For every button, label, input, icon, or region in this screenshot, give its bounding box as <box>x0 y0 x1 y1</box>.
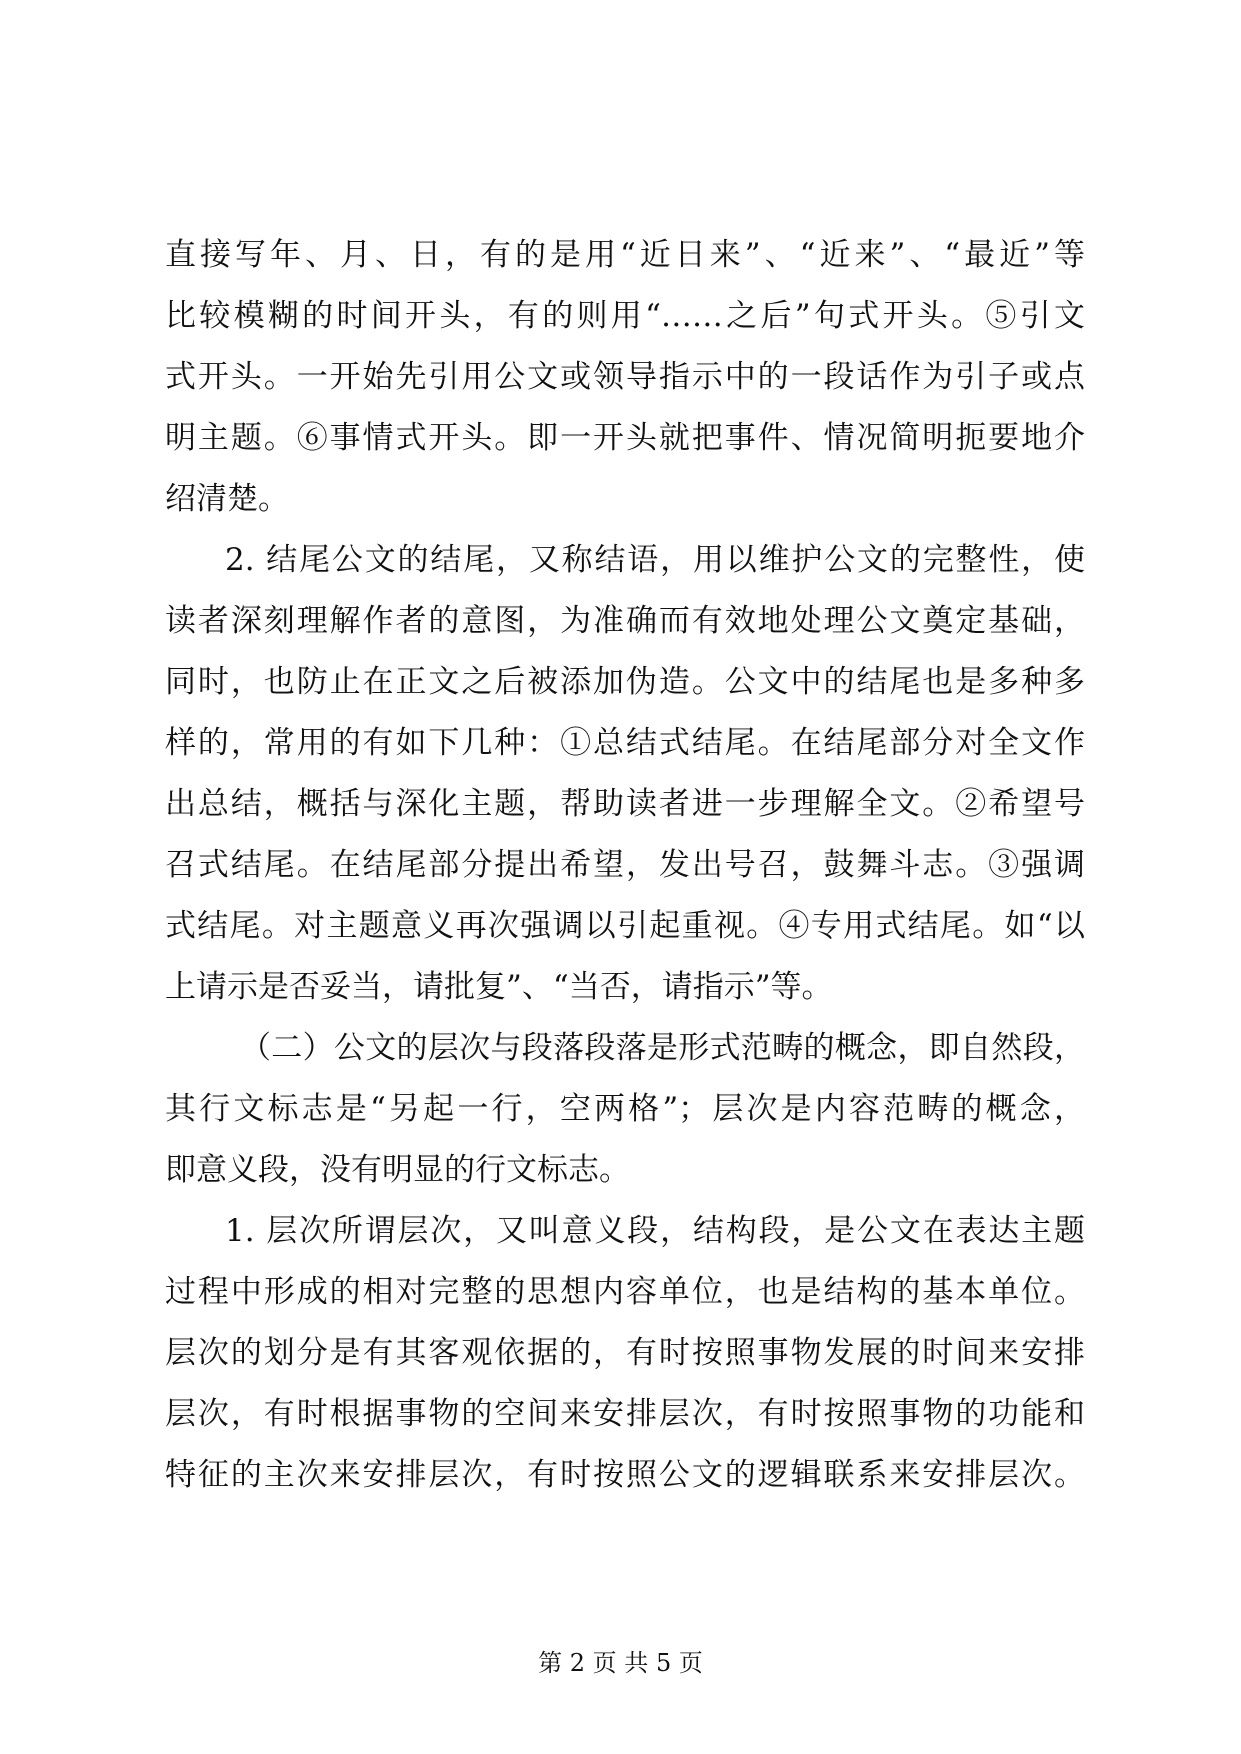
paragraph-first-line: 2. 结尾公文的结尾，又称结语，用以维护公文的完整性，使 <box>225 542 1085 578</box>
text-line: 层次，有时根据事物的空间来安排层次，有时按照事物的功能和 <box>165 1396 1085 1432</box>
text-line: 其行文标志是“另起一行，空两格”；层次是内容范畴的概念， <box>165 1091 1085 1127</box>
text-line: 特征的主次来安排层次，有时按照公文的逻辑联系来安排层次。 <box>165 1457 1085 1493</box>
section-heading-line: （二）公文的层次与段落段落是形式范畴的概念，即自然段， <box>240 1030 1085 1066</box>
text-line: 层次的划分是有其客观依据的，有时按照事物发展的时间来安排 <box>165 1335 1085 1371</box>
text-line: 样的，常用的有如下几种：①总结式结尾。在结尾部分对全文作 <box>165 725 1085 761</box>
text-line: 过程中形成的相对完整的思想内容单位，也是结构的基本单位。 <box>165 1274 1085 1310</box>
document-body <box>165 225 1085 1506</box>
text-line: 即意义段，没有明显的行文标志。 <box>165 1152 630 1188</box>
text-line: 直接写年、月、日，有的是用“近日来”、“近来”、“最近”等 <box>165 237 1085 273</box>
text-line: 出总结，概括与深化主题，帮助读者进一步理解全文。②希望号 <box>165 786 1085 822</box>
text-line: 明主题。⑥事情式开头。即一开头就把事件、情况简明扼要地介 <box>165 420 1085 456</box>
text-line: 式开头。一开始先引用公文或领导指示中的一段话作为引子或点 <box>165 359 1085 395</box>
text-line: 召式结尾。在结尾部分提出希望，发出号召，鼓舞斗志。③强调 <box>165 847 1085 883</box>
page-number-footer: 第 2 页 共 5 页 <box>538 1649 703 1677</box>
paragraph-first-line: 1. 层次所谓层次，又叫意义段，结构段，是公文在表达主题 <box>225 1213 1085 1249</box>
text-line: 同时，也防止在正文之后被添加伪造。公文中的结尾也是多种多 <box>165 664 1085 700</box>
text-line: 式结尾。对主题意义再次强调以引起重视。④专用式结尾。如“以 <box>165 908 1085 944</box>
text-line: 绍清楚。 <box>165 481 289 517</box>
text-line: 比较模糊的时间开头，有的则用“……之后”句式开头。⑤引文 <box>165 298 1085 334</box>
text-line: 读者深刻理解作者的意图，为准确而有效地处理公文奠定基础， <box>165 603 1085 639</box>
text-line: 上请示是否妥当，请批复”、“当否，请指示”等。 <box>165 969 833 1005</box>
